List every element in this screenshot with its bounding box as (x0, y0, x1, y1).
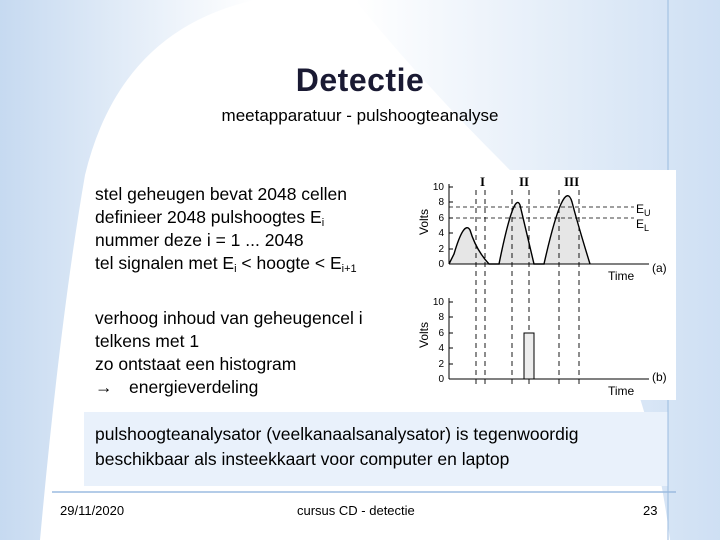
slide-title: Detectie (295, 62, 425, 98)
panel-b-tick: 4 (438, 343, 444, 354)
bullet-line-8: → energieverdeling (95, 377, 259, 397)
upper-level-label: $E_U$ (636, 202, 651, 218)
slide-subtitle: meetapparatuur - pulshoogteanalyse (221, 106, 499, 125)
panel-b-tick: 10 (432, 297, 444, 308)
bullet-line-2: definieer 2048 pulshoogtes $E_i$ (95, 207, 325, 229)
panel-a-tick: 6 (438, 213, 444, 224)
footer-page-number: 23 (643, 503, 658, 518)
column-label-3: III (564, 174, 580, 189)
panel-a-tag: (a) (652, 261, 667, 275)
panel-a-tick: 8 (438, 197, 444, 208)
panel-b-tick: 0 (438, 374, 444, 385)
bottom-line-1: pulshoogteanalysator (veelkanaalsanalysator) is tegenwoordig (95, 424, 579, 444)
panel-b-x-label: Time (608, 384, 635, 398)
bullet-line-4: tel signalen met $E_i$ < hoogte < $E_{i+1}$ (95, 253, 357, 275)
right-arrow-icon: → (95, 377, 113, 397)
bullet-line-3: nummer deze i = 1 ... 2048 (95, 230, 304, 250)
panel-a-y-label: Volts (417, 208, 431, 236)
panel-b-tick: 6 (438, 328, 444, 339)
bottom-line-2: beschikbaar als insteekkaart voor computer en laptop (95, 449, 510, 469)
panel-a-x-label: Time (608, 269, 635, 283)
lower-level-label: $E_L$ (636, 217, 650, 233)
panel-a-tick: 2 (438, 244, 444, 255)
footer-date: 29/11/2020 (60, 503, 125, 518)
column-label-2: II (519, 174, 530, 189)
footer-center: cursus CD - detectie (297, 503, 415, 518)
bullet-line-7: zo ontstaat een histogram (95, 354, 297, 374)
panel-a-tick: 0 (438, 259, 444, 270)
column-label-1: I (480, 174, 486, 189)
panel-b-y-label: Volts (417, 321, 431, 349)
bullet-line-1: stel geheugen bevat 2048 cellen (95, 184, 348, 204)
pulse-height-diagram (414, 170, 676, 400)
panel-a-tick: 10 (432, 182, 444, 193)
bullet-line-5: verhoog inhoud van geheugencel i (95, 308, 363, 328)
panel-b-tag: (b) (652, 370, 667, 384)
panel-b-tick: 2 (438, 359, 444, 370)
panel-b-tick: 8 (438, 312, 444, 323)
bullet-line-6: telkens met 1 (95, 331, 200, 351)
panel-a-tick: 4 (438, 228, 444, 239)
